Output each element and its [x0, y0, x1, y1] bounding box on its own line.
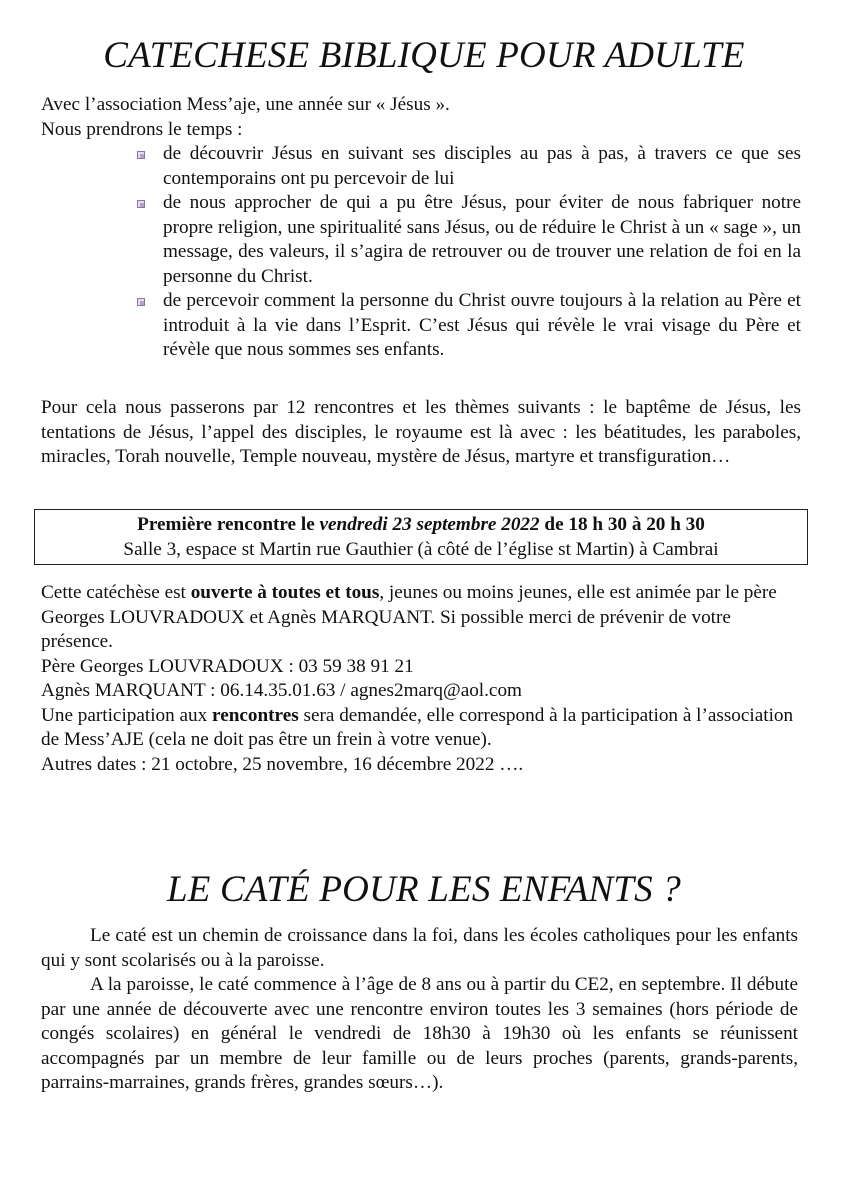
list-item [41, 142, 801, 191]
participation-text-b: sera demandée, elle correspond à la participation à l’association de Mess’AJE (cela ne doit pas être un frein à votre venue). [41, 704, 794, 750]
contact-agnes: Agnès MARQUANT : 06.14.35.01.63 / agnes2marq@aol.com [41, 680, 522, 701]
children-paragraph-2: A la paroisse, le caté commence à l’âge de 8 ans ou à partir du CE2, en septembre. Il débute par une année de découverte avec une rencontre environ toutes les 3 semaines (hors période de congés scolaires) en général le vendredi de 18h30 à 19h30 où les enfants se réunissent accompagnés par un membre de leur famille ou de leurs proches (parents, grands-parents, parrains-marraines, grands frères, grandes sœurs…). [41, 974, 798, 1093]
themes-paragraph: Pour cela nous passerons par 12 rencontres et les thèmes suivants : le baptême de Jésus, les tentations de Jésus, l’appel des disciples, le royaume est là avec : les béatitudes, les paraboles, miracles, Torah nouvelle, Temple nouveau, mystère de Jésus, martyre et transfiguration… [41, 397, 801, 467]
bullet-square-icon [137, 200, 145, 208]
list-item-text: de nous approcher de qui a pu être Jésus, pour éviter de nous fabriquer notre propre religion, une spiritualité sans Jésus, ou de réduire le Christ à un « sage », un message, des valeurs, il s’agira de retrouver ou de trouver une relation de foi en la personne du Christ. [163, 192, 801, 287]
first-meeting-location: Salle 3, espace st Martin rue Gauthier (à côté de l’église st Martin) à Cambrai [123, 539, 719, 560]
first-meeting-time: de 18 h 30 à 20 h 30 [539, 514, 705, 535]
list-item [41, 191, 801, 289]
children-section [41, 924, 798, 1096]
first-meeting-box [34, 509, 808, 565]
openness-bold: ouverte à toutes et tous [190, 582, 380, 603]
openness-paragraph [41, 581, 801, 655]
bullet-square-icon [137, 298, 145, 306]
openness-text-b: , jeunes ou moins jeunes, elle est animée par le père Georges LOUVRADOUX et Agnès MARQUANT. Si possible merci de prévenir de votre présence. [41, 582, 777, 652]
children-paragraph-1: Le caté est un chemin de croissance dans la foi, dans les écoles catholiques pour les enfants qui y sont scolarisés ou à la paroisse. [41, 925, 798, 971]
openness-text-a: Cette catéchèse est [41, 582, 191, 603]
intro-line-time: Nous prendrons le temps : [41, 118, 243, 140]
contact-georges: Père Georges LOUVRADOUX : 03 59 38 91 21 [41, 655, 414, 677]
participation-bold: rencontres [212, 704, 299, 726]
participation-text-a: Une participation aux [41, 704, 213, 726]
first-meeting-label: Première rencontre le [137, 514, 320, 535]
section-title-adult-catechesis: CATECHESE BIBLIQUE POUR ADULTE [103, 35, 745, 76]
list-item-text: de découvrir Jésus en suivant ses disciples au pas à pas, à travers ce que ses contemporains ont pu percevoir de lui [163, 143, 801, 189]
first-meeting-date: vendredi 23 septembre 2022 [319, 514, 540, 535]
goals-list [41, 142, 801, 363]
section-title-children-catechesis: LE CATÉ POUR LES ENFANTS ? [166, 869, 681, 910]
adult-details [41, 581, 801, 777]
first-meeting-line [35, 512, 807, 537]
participation-paragraph [41, 704, 801, 753]
intro-line-association: Avec l’association Mess’aje, une année sur « Jésus ». [41, 94, 450, 115]
list-item [41, 289, 801, 363]
adult-intro [41, 93, 801, 363]
bullet-square-icon [137, 151, 145, 159]
list-item-text: de percevoir comment la personne du Christ ouvre toujours à la relation au Père et introduit à la vie dans l’Esprit. C’est Jésus qui révèle le vrai visage du Père et révèle que nous sommes ses enfants. [163, 290, 801, 360]
other-dates: Autres dates : 21 octobre, 25 novembre, 16 décembre 2022 …. [41, 753, 524, 775]
